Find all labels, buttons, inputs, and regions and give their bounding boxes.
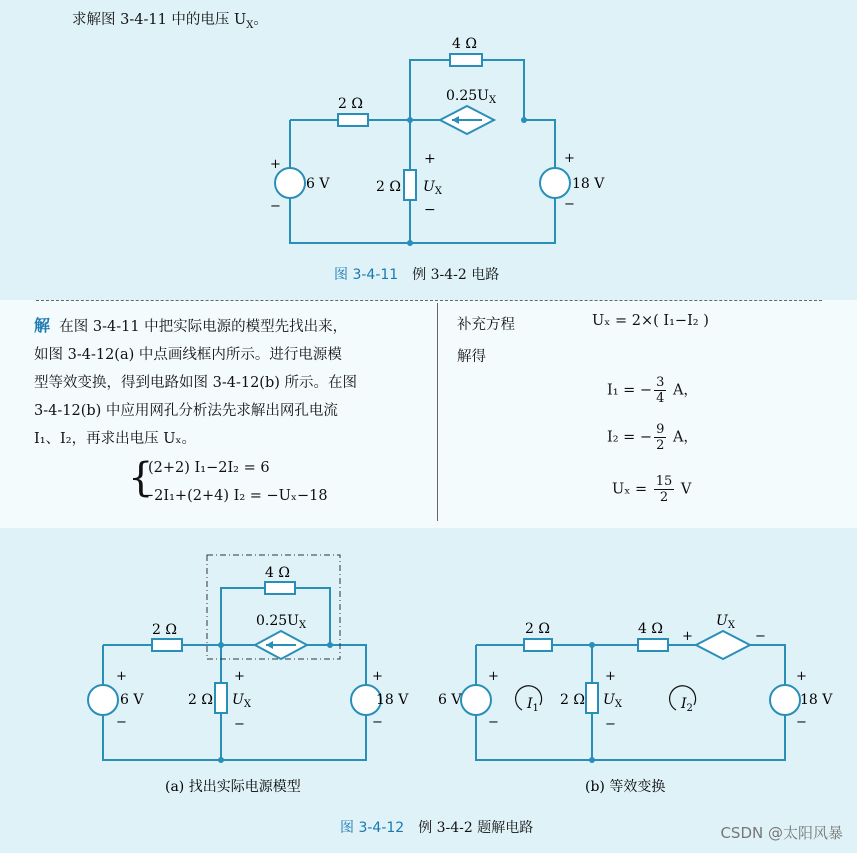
label-2ohm-left: 2 Ω xyxy=(338,96,363,112)
svg-text:UX: $U_X$ xyxy=(232,692,251,710)
svg-text:4 Ω: 4 Ω xyxy=(638,621,663,637)
svg-text:6 V: 6 V xyxy=(120,692,144,708)
svg-text:−: − xyxy=(564,197,575,212)
svg-text:−: − xyxy=(605,717,616,732)
svg-text:+: + xyxy=(116,669,127,684)
svg-text:−: − xyxy=(796,715,807,730)
svg-text:−: − xyxy=(488,715,499,730)
svg-text:2 Ω: 2 Ω xyxy=(560,692,585,708)
figure-3-4-11 xyxy=(0,0,857,300)
svg-text:−: − xyxy=(270,199,281,214)
svg-text:+: + xyxy=(270,157,281,172)
svg-text:I1: $I_1$ xyxy=(527,696,539,714)
svg-text:+: + xyxy=(488,669,499,684)
label-2ohm-mid: 2 Ω xyxy=(376,179,401,195)
svg-text:−: − xyxy=(116,715,127,730)
svg-text:+: + xyxy=(372,669,383,684)
svg-text:(a) 找出实际电源模型: (a) 找出实际电源模型 xyxy=(165,779,301,795)
solution-line-2: 如图 3-4-12(a) 中点画线框内所示。进行电源模 xyxy=(34,347,342,363)
label-6v: 6 V xyxy=(306,176,330,192)
equation-brace: { xyxy=(128,455,154,501)
svg-text:4 Ω: 4 Ω xyxy=(265,565,290,581)
resistor-top xyxy=(450,54,482,66)
svg-text:2 Ω: 2 Ω xyxy=(525,621,550,637)
section-divider xyxy=(36,300,822,301)
svg-text:+: + xyxy=(796,669,807,684)
solution-label: 解 xyxy=(34,316,51,335)
svg-text:I2: $I_2$ xyxy=(681,696,693,714)
svg-text:−: − xyxy=(234,717,245,732)
result-ux: Uₓ = $\frac{15}{2}$ V xyxy=(612,474,692,505)
source-6v xyxy=(275,168,305,198)
svg-text:UX: $U_X$ xyxy=(716,613,735,631)
result-i2: I₂ = − $\frac{9}{2}$ A， xyxy=(607,422,698,453)
svg-text:+: + xyxy=(605,669,616,684)
label-ux: $U_X$ xyxy=(423,179,442,197)
equation-2: −2I₁+(2+4) I₂ = −Uₓ−18 xyxy=(142,488,328,504)
supp-label: 补充方程 xyxy=(457,317,515,333)
svg-text:UX: $U_X$ xyxy=(603,692,622,710)
svg-text:−: − xyxy=(372,715,383,730)
supp-equation: Uₓ = 2×( I₁−I₂ ) xyxy=(592,313,709,329)
solution-line-4: 3-4-12(b) 中应用网孔分析法先求解出网孔电流 xyxy=(34,403,338,419)
label-dep: $0.25U_X$ xyxy=(446,88,497,106)
caption-fig-3-4-11: 图 3-4-11 例 3-4-2 电路 xyxy=(334,267,500,283)
svg-text:0.25UX: $0.25U_X$ xyxy=(256,613,307,631)
equation-1: (2+2) I₁−2I₂ = 6 xyxy=(148,460,270,476)
svg-text:+: + xyxy=(424,151,436,167)
svg-text:18 V: 18 V xyxy=(376,692,409,708)
svg-text:6 V: 6 V xyxy=(438,692,462,708)
source-18v xyxy=(540,168,570,198)
svg-text:−: − xyxy=(755,629,766,644)
resistor-mid xyxy=(404,170,416,200)
result-i1: I₁ = − $\frac{3}{4}$ A， xyxy=(607,375,698,406)
solution-line-1: 解 在图 3-4-11 中把实际电源的模型先找出来， xyxy=(34,316,348,335)
label-4ohm: 4 Ω xyxy=(452,36,477,52)
svg-text:+: + xyxy=(682,629,693,644)
question-text: 求解图 3-4-11 中的电压 $U_X$。 xyxy=(72,12,268,31)
column-divider xyxy=(437,303,438,521)
svg-text:2 Ω: 2 Ω xyxy=(152,622,177,638)
figure-3-4-12 xyxy=(0,528,857,853)
solve-label: 解得 xyxy=(457,349,486,365)
resistor-left xyxy=(338,114,368,126)
solution-line-3: 型等效变换，得到电路如图 3-4-12(b) 所示。在图 xyxy=(34,375,358,391)
watermark: CSDN @太阳风暴 xyxy=(720,824,843,842)
svg-text:2 Ω: 2 Ω xyxy=(188,692,213,708)
solution-line-5: I₁、I₂，再求出电压 Uₓ。 xyxy=(34,431,197,447)
svg-text:+: + xyxy=(234,669,245,684)
svg-text:−: − xyxy=(424,202,436,218)
caption-fig-3-4-12: 图 3-4-12 例 3-4-2 题解电路 xyxy=(340,820,534,836)
svg-text:18 V: 18 V xyxy=(800,692,833,708)
svg-text:+: + xyxy=(564,151,575,166)
label-18v: 18 V xyxy=(572,176,605,192)
svg-text:(b) 等效变换: (b) 等效变换 xyxy=(585,779,666,795)
